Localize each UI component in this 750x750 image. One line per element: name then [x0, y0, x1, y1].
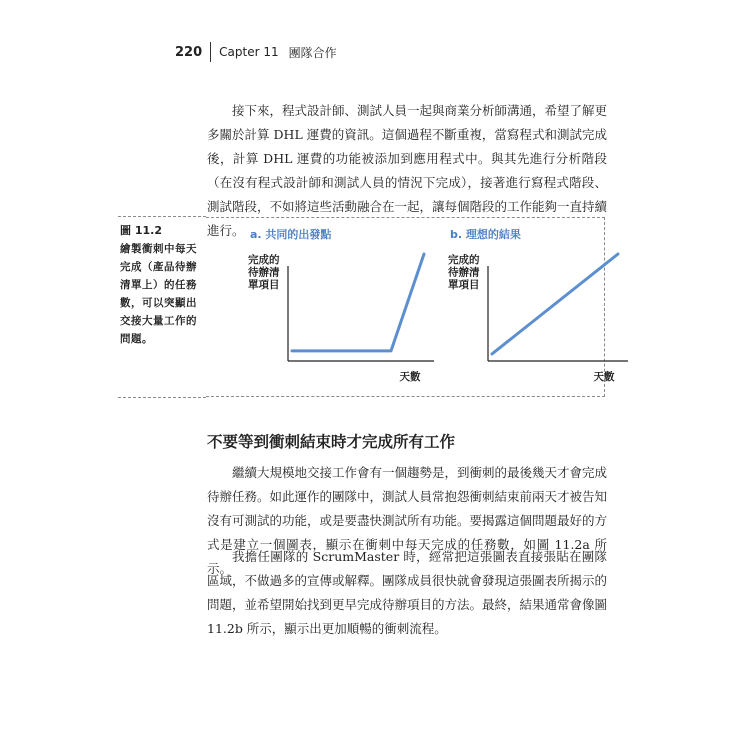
section-heading: 不要等到衝刺結束時才完成所有工作: [207, 433, 456, 451]
body-paragraph-2: 繼續大規模地交接工作會有一個趨勢是，到衝刺的最後幾天才會完成待辦任務。如此運作的團隊中，測試人員常抱怨衝刺結束前兩天才被告知沒有可測試的功能，或是要盡快測試所有功能。要揭露這個問題最好的方式是建立一個圖表，顯示在衝刺中每天完成的任務數，如圖 11.2a 所示。: [207, 465, 608, 576]
chapter-label: Capter 11: [219, 45, 279, 59]
body-paragraph-3: 我擔任團隊的 ScrumMaster 時，經常把這張圖表直接張貼在團隊區域，不做過多的宣傳或解釋。團隊成員很快就會發現這張圖表所揭示的問題，並希望開始找到更早完成待辦項目的方法。最終，結果通常會像圖 11.2b 所示，顯示出更加順暢的衝刺流程。: [207, 549, 608, 636]
chart-ylabel-2: 完成的待辦清單項目: [448, 254, 480, 291]
figure-caption-text: 繪製衝刺中每天完成（產品待辦清單上）的任務數，可以突顯出交接大量工作的問題。: [120, 243, 197, 345]
figure-caption: [120, 222, 198, 348]
body-paragraph-1: 接下來，程式設計師、測試人員一起與商業分析師溝通，希望了解更多關於計算 DHL 運費的資訊。這個過程不斷重複，當寫程式和測試完成後，計算 DHL 運費的功能被添加到應用程式中。與其先進行分析階段（在沒有程式設計師和測試人員的情況下完成），接著進行寫程式階段、測試階段，不如將這些活動融合在一起，讓每個階段的工作能夠一直持續進行。: [207, 103, 608, 238]
page-number: 220: [175, 44, 203, 60]
chart-title-2: b. 理想的結果: [450, 228, 521, 241]
figure-box: [206, 217, 615, 397]
chart-ylabel-1: 完成的待辦清單項目: [248, 254, 280, 291]
figure-charts: [206, 218, 615, 396]
chart-series-line-1: [292, 254, 424, 351]
running-header: [175, 42, 337, 62]
chart-xlabel-2: 天數: [593, 371, 615, 383]
chart-xlabel-1: 天數: [399, 371, 421, 383]
figure-number: 圖 11.2: [120, 224, 162, 237]
chart-series-line-2: [492, 254, 618, 354]
chapter-title: 團隊合作: [288, 45, 337, 60]
chart-title-1: a. 共同的出發點: [250, 228, 332, 241]
header-divider: [210, 42, 211, 62]
